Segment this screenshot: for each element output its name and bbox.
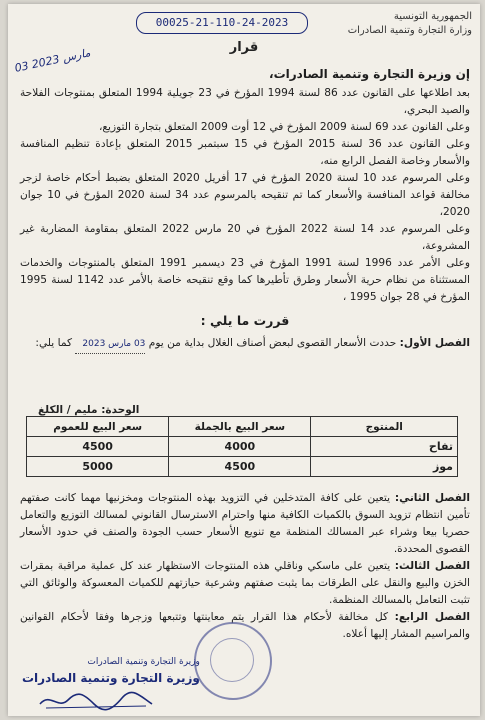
signature-block (22, 654, 200, 686)
preamble-item: وعلى المرسوم عدد 14 لسنة 2022 المؤرخ في 20 مارس 2022 المتعلق بمقاومة المضاربة غير المشروعة، (20, 223, 470, 252)
preamble-item: وعلى المرسوم عدد 10 لسنة 2020 المؤرخ في 17 أفريل 2020 المتعلق بضبط أحكام خاصة لزجر مخالفة قواعد المنافسة والأسعار كما تم تنقيحه بالمرسوم عدد 34 لسنة 2020 المؤرخ في 10 جوان 2020، (20, 172, 471, 218)
article-3-label: الفصل الثالث: (394, 560, 471, 572)
minister-line: إن وزيرة التجارة وتنمية الصادرات، (269, 67, 470, 81)
cell-retail: 4500 (27, 437, 169, 457)
letterhead (348, 10, 472, 38)
article-3 (20, 558, 470, 609)
cell-product: تفاح (311, 437, 458, 457)
signature-small-line: وزيرة التجارة وتنمية الصادرات (87, 657, 200, 667)
letterhead-republic: الجمهورية التونسية (393, 11, 472, 22)
document-page (8, 4, 480, 716)
document-title: قرار (229, 40, 259, 55)
cell-retail: 5000 (27, 457, 169, 477)
header-product: المنتوج (311, 417, 458, 437)
cell-wholesale: 4500 (169, 457, 311, 477)
letterhead-ministry: وزارة التجارة وتنمية الصادرات (347, 25, 472, 36)
header-wholesale: سعر البيع بالجملة (169, 417, 311, 437)
handwritten-date: 03 مارس 2023 (13, 46, 92, 75)
preamble-item: وعلى القانون عدد 36 لسنة 2015 المؤرخ في 15 سبتمبر 2015 المتعلق بإعادة تنظيم المنافسة والأسعار وخاصة الفصل الرابع منه، (20, 138, 470, 167)
cell-product: موز (311, 457, 458, 477)
article-2 (20, 490, 470, 558)
articles-section (20, 490, 470, 643)
article-4-text: كل مخالفة لأحكام هذا القرار يتم معاينتها وتتبعها وزجرها وفقا لأحكام القوانين والمراسيم المشار إليها أعلاه. (20, 611, 470, 640)
article-1-label: الفصل الأول: (399, 337, 470, 349)
table-row (27, 437, 458, 457)
cell-wholesale: 4000 (169, 437, 311, 457)
price-table (26, 416, 458, 477)
table-header-row (27, 417, 458, 437)
preamble-item: بعد اطلاعها على القانون عدد 86 لسنة 1994 المؤرخ في 23 جويلية 1994 المتعلق بمنتوجات الفلاحة والصيد البحري، (20, 87, 470, 116)
article-2-label: الفصل الثاني: (394, 492, 470, 504)
preamble-item: وعلى الأمر عدد 1996 لسنة 1991 المؤرخ في 23 ديسمبر 1991 المتعلق بالمنتوجات والخدمات المستثناة من نظام حرية الأسعار وطرق تأطيرها كما وقع تنقيحه خاصة بالأمر عدد 1142 لسنة 1995 المؤرخ في 28 جوان 1995 ، (20, 257, 470, 303)
article-1-text: حددت الأسعار القصوى لبعض أصناف الغلال بداية من يوم (148, 337, 397, 349)
article-2-text: يتعين على كافة المتدخلين في التزويد بهذه المنتوجات ومخزنيها مهما كانت صفتهم تأمين انتظام تزويد السوق بالكميات الكافية منها واحترام الاسترسال القانوني لمسالك التوزيع والتعامل حصريا بيعا وشراء عبر المسالك المنظمة مع تنويع الأسعار حسب الجودة والصنف في حدود الأسعار القصوى المحددة. (20, 492, 470, 555)
article-1-suffix: كما يلي: (35, 337, 73, 349)
signature-ministry: وزيرة التجارة وتنمية الصادرات (22, 671, 200, 685)
preamble-item: وعلى القانون عدد 69 لسنة 2009 المؤرخ في 12 أوت 2009 المتعلق بتجارة التوزيع، (98, 121, 470, 133)
decided-heading: قررت ما يلي : (200, 313, 290, 328)
article-3-text: يتعين على ماسكي وناقلي هذه المنتوجات الاستظهار عند كل عملية مراقبة بمقرات الخزن والبيع والنقل على الطرقات بما يثبت صفتهم وشرعية حيازتهم للكميات المعسوكة والوثائق التي تثبت التعامل بالمسالك المنظمة. (20, 560, 470, 606)
unit-label: الوحدة: مليم / الكلغ (38, 404, 140, 416)
official-stamp (194, 622, 272, 700)
article-1 (20, 335, 470, 354)
table-row (27, 457, 458, 477)
preamble-section (20, 66, 470, 354)
handwritten-signature (36, 690, 156, 712)
reference-number: 00025-21-110-24-2023 (136, 12, 308, 34)
header-retail: سعر البيع للعموم (27, 417, 169, 437)
article-4-label: الفصل الرابع: (394, 611, 470, 623)
article-1-date: 03 مارس 2023 (75, 336, 145, 354)
